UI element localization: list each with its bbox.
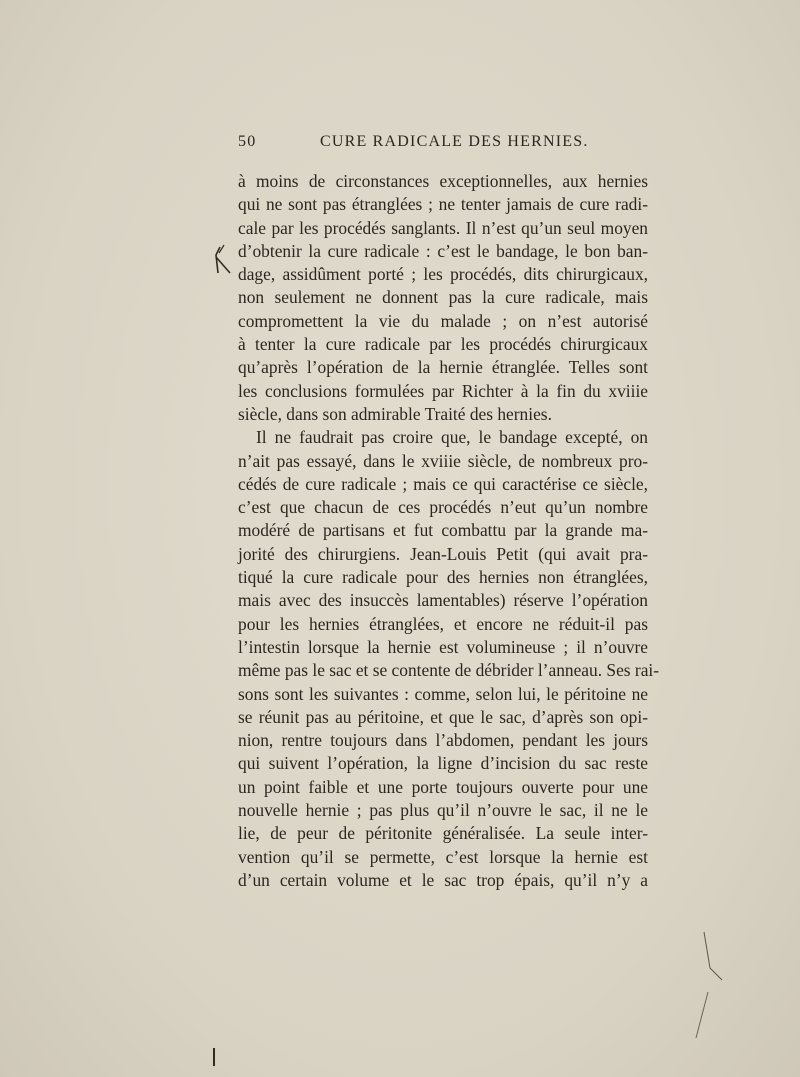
text-line: d’un certain volume et le sac trop épais, qu’il n’y a [238, 869, 648, 890]
text-line: dage, assidûment porté ; les procédés, dits chirurgicaux, [238, 264, 648, 285]
text-line: modéré de partisans et fut combattu par la grande ma- [238, 520, 648, 541]
page-header [238, 133, 658, 157]
text-line: Il ne faudrait pas croire que, le bandage excepté, on [256, 427, 648, 448]
pencil-corner-mark [686, 928, 726, 1048]
text-line: les conclusions formulées par Richter à la fin du xviiie [238, 380, 648, 401]
text-line: non seulement ne donnent pas la cure radicale, mais [238, 287, 648, 308]
text-line: vention qu’il se permette, c’est lorsque la hernie est [238, 846, 648, 867]
text-line: c’est que chacun de ces procédés n’eut qu’un nombre [238, 497, 648, 518]
text-line: tiqué la cure radicale pour des hernies non étranglées, [238, 567, 648, 588]
text-line: lie, de peur de péritonite généralisée. La seule inter- [238, 823, 648, 844]
text-line: à tenter la cure radicale par les procédés chirurgicaux [238, 334, 648, 355]
text-line: siècle, dans son admirable Traité des hernies. [238, 403, 552, 424]
text-line: se réunit pas au péritoine, et que le sac, d’après son opi- [238, 706, 648, 727]
text-line: compromettent la vie du malade ; on n’est autorisé [238, 310, 648, 331]
text-line: qu’après l’opération de la hernie étranglée. Telles sont [238, 357, 648, 378]
text-line: même pas le sac et se contente de débrider l’anneau. Ses rai- [238, 660, 660, 681]
text-line: qui ne sont pas étranglées ; ne tenter jamais de cure radi- [238, 194, 648, 215]
text-line: un point faible et une porte toujours ouverte pour une [238, 776, 648, 797]
ink-tick-mark [212, 1048, 216, 1066]
text-line: nouvelle hernie ; pas plus qu’il n’ouvre le sac, il ne le [238, 800, 648, 821]
handwritten-margin-mark [206, 243, 236, 277]
text-line: n’ait pas essayé, dans le xviiie siècle, de nombreux pro- [238, 450, 648, 471]
text-line: sons sont les suivantes : comme, selon lui, le péritoine ne [238, 683, 648, 704]
text-line: à moins de circonstances exceptionnelles, aux hernies [238, 171, 648, 191]
page-number: 50 [238, 133, 257, 150]
text-line: nion, rentre toujours dans l’abdomen, pendant les jours [238, 730, 648, 751]
text-line: mais avec des insuccès lamentables) réserve l’opération [238, 590, 648, 611]
body-text [238, 170, 660, 892]
text-line: jorité des chirurgiens. Jean-Louis Petit (qui avait pra- [238, 543, 648, 564]
running-title: CURE RADICALE DES HERNIES. [320, 133, 589, 150]
text-line: l’intestin lorsque la hernie est volumineuse ; il n’ouvre [238, 636, 648, 657]
text-line: qui suivent l’opération, la ligne d’incision du sac reste [238, 753, 648, 774]
text-line: pour les hernies étranglées, et encore ne réduit-il pas [238, 613, 648, 634]
text-line: d’obtenir la cure radicale : c’est le bandage, le bon ban- [238, 240, 648, 261]
text-line: cale par les procédés sanglants. Il n’est qu’un seul moyen [238, 217, 648, 238]
text-line: cédés de cure radicale ; mais ce qui caractérise ce siècle, [238, 473, 648, 494]
